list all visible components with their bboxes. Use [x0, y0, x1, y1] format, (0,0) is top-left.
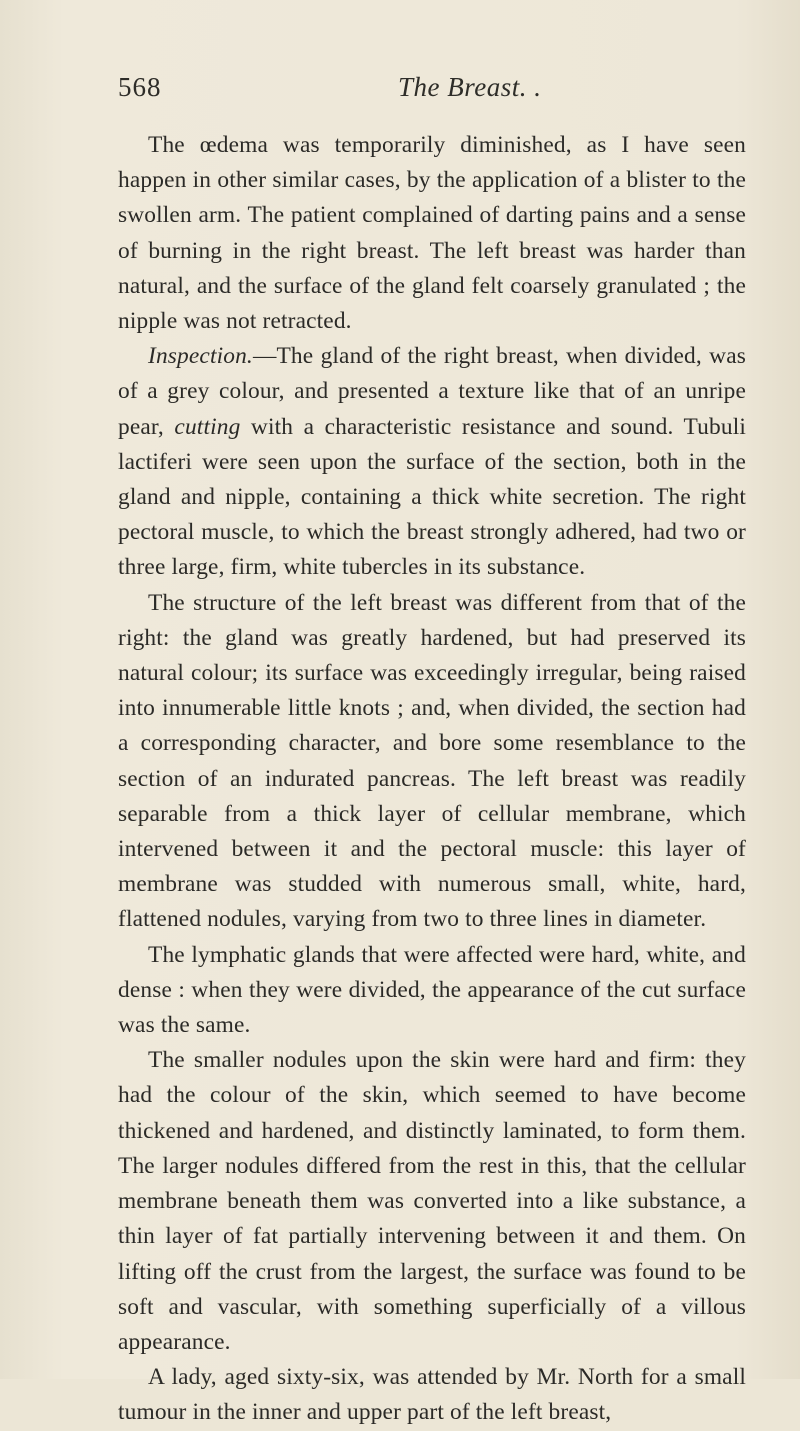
running-title: The Breast. . — [398, 72, 542, 102]
running-head — [118, 72, 740, 112]
inspection-heading: Inspection. — [148, 343, 253, 370]
page-number: 568 — [118, 72, 162, 102]
inspection-text-a: —The gland of the right breast, when divided, was of a grey colour, and presented a texture like that of an unripe pear, — [118, 343, 746, 440]
inspection-italic-cutting: cutting — [174, 413, 241, 440]
body-text — [118, 128, 746, 1431]
paragraph-left-breast: The structure of the left breast was different from that of the right: the gland was greatly hardened, but had preserved its natural colour; its surface was exceedingly irregular, being raised into innumerable little knots ; and, when divided, the section had a corresponding character, and bore some resemblance to the section of an indurated pancreas. The left breast was readily separable from a thick layer of cellular membrane, which intervened between it and the pectoral muscle: this layer of membrane was studded with numerous small, white, hard, flattened nodules, varying from two to three lines in diameter. — [118, 589, 746, 933]
paragraph-nodules: The smaller nodules upon the skin were hard and firm: they had the colour of the skin, which seemed to have become thickened and hardened, and distinctly laminated, to form them. The larger nodules differed from the rest in this, that the cellular membrane beneath them was converted into a like substance, a thin layer of fat partially intervening between it and them. On lifting off the crust from the largest, the surface was found to be soft and vascular, with something superficially of a villous appearance. — [118, 1047, 746, 1355]
paragraph-oedema: The œdema was temporarily diminished, as I have seen happen in other similar cases, by the application of a blister to the swollen arm. The patient complained of darting pains and a sense of burning in the right breast. The left breast was harder than natural, and the surface of the gland felt coarsely granulated ; the nipple was not retracted. — [118, 132, 746, 335]
paragraph-lady-case: A lady, aged sixty-six, was attended by Mr. North for a small tumour in the inner and upper part of the left breast, — [118, 1364, 746, 1426]
inspection-text-c: with a characteristic resistance and sound. Tubuli lactiferi were seen upon the surface of the section, both in the gland and nipple, containing a thick white secretion. The right pectoral muscle, to which the breast strongly adhered, had two or three large, firm, white tubercles in its substance. — [118, 413, 746, 581]
paragraph-inspection — [118, 339, 746, 585]
paragraph-lymphatic-glands: The lymphatic glands that were affected were hard, white, and dense : when they were divided, the appearance of the cut surface was the same. — [118, 941, 746, 1039]
